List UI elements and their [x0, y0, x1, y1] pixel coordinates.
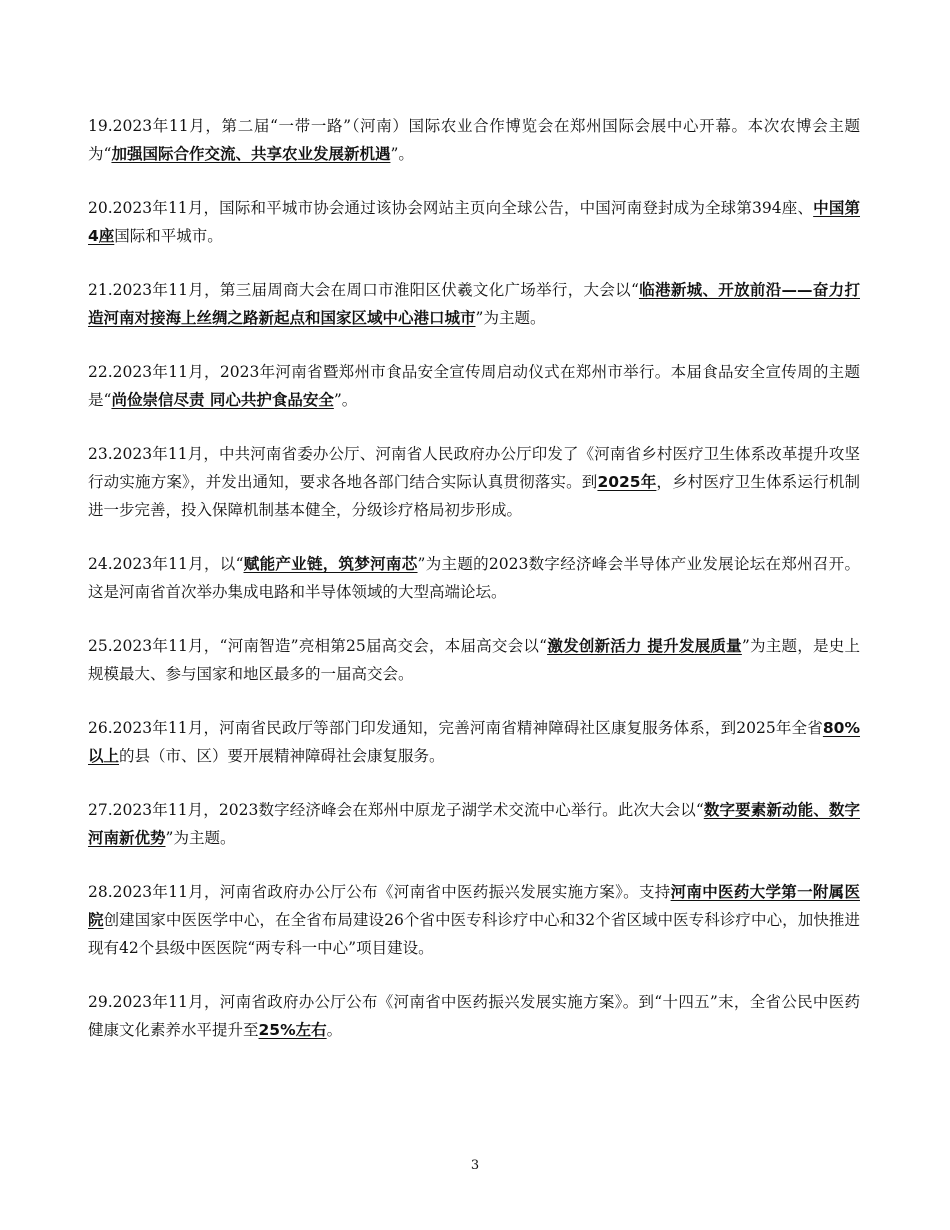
- news-item-list: [88, 112, 860, 1070]
- news-item-21: [88, 276, 860, 332]
- item-text: 22.2023年11月，2023年河南省暨郑州市食品安全宣传周启动仪式在郑州市举行。本届食品安全宣传周的主题是“: [88, 363, 860, 409]
- item-text: ”为主题的2023数字经济峰会半导体产业发展论坛在郑州召开。这是河南省首次举办集成电路和半导体领域的大型高端论坛。: [88, 555, 860, 601]
- page-number: 3: [470, 1158, 480, 1173]
- item-highlight: 25%左右: [258, 1021, 327, 1039]
- item-text: ”为主题，是史上规模最大、参与国家和地区最多的一届高交会。: [88, 637, 860, 683]
- news-item-27: [88, 796, 860, 852]
- item-text: 29.2023年11月，河南省政府办公厅公布《河南省中医药振兴发展实施方案》。到“十四五”末，全省公民中医药健康文化素养水平提升至: [88, 993, 860, 1039]
- news-item-22: [88, 358, 860, 414]
- item-text: 国际和平城市。: [114, 227, 223, 245]
- item-text: 19.2023年11月，第二届“一带一路”（河南）国际农业合作博览会在郑州国际会展中心开幕。本次农博会主题为“: [88, 117, 860, 163]
- news-item-25: [88, 632, 860, 688]
- item-highlight: 赋能产业链，筑梦河南芯: [243, 555, 418, 573]
- item-text: 23.2023年11月，中共河南省委办公厅、河南省人民政府办公厅印发了《河南省乡村医疗卫生体系改革提升攻坚行动实施方案》，并发出通知，要求各地各部门结合实际认真贯彻落实。到: [88, 445, 860, 491]
- item-text: ”为主题。: [475, 309, 546, 327]
- item-highlight: 加强国际合作交流、共享农业发展新机遇: [111, 145, 391, 163]
- item-highlight: 尚俭崇信尽责 同心共护食品安全: [111, 391, 334, 409]
- item-text: 24.2023年11月，以“: [88, 555, 244, 573]
- news-item-19: [88, 112, 860, 168]
- item-text: ，乡村医疗卫生体系运行机制进一步完善，投入保障机制基本健全，分级诊疗格局初步形成。: [88, 473, 860, 519]
- item-text: 创建国家中医医学中心，在全省布局建设26个省中医专科诊疗中心和32个省区域中医专科诊疗中心，加快推进现有42个县级中医医院“两专科一中心”项目建设。: [88, 911, 860, 957]
- item-text: ”为主题。: [165, 829, 236, 847]
- item-highlight: 2025年: [597, 473, 657, 491]
- item-text: 28.2023年11月，河南省政府办公厅公布《河南省中医药振兴发展实施方案》。支持: [88, 883, 671, 901]
- item-text: 26.2023年11月，河南省民政厅等部门印发通知，完善河南省精神障碍社区康复服务体系，到2025年全省: [88, 719, 823, 737]
- item-highlight: 河南中医药大学第一附属医院: [88, 883, 860, 929]
- item-text: ”。: [333, 391, 358, 409]
- news-item-26: [88, 714, 860, 770]
- item-text: 的县（市、区）要开展精神障碍社会康复服务。: [119, 747, 445, 765]
- news-item-20: [88, 194, 860, 250]
- news-item-29: [88, 988, 860, 1044]
- item-text: 27.2023年11月，2023数字经济峰会在郑州中原龙子湖学术交流中心举行。此次大会以“: [88, 801, 704, 819]
- news-item-28: [88, 878, 860, 962]
- item-highlight: 临港新城、开放前沿——奋力打造河南对接海上丝绸之路新起点和国家区域中心港口城市: [88, 281, 860, 327]
- item-text: 25.2023年11月，“河南智造”亮相第25届高交会，本届高交会以“: [88, 637, 548, 655]
- item-text: ”。: [390, 145, 414, 163]
- item-text: 20.2023年11月，国际和平城市协会通过该协会网站主页向全球公告，中国河南登封成为全球第394座、: [88, 199, 814, 217]
- item-highlight: 中国第4座: [88, 199, 860, 245]
- news-item-24: [88, 550, 860, 606]
- item-text: 。: [326, 1021, 343, 1039]
- item-highlight: 80%以上: [88, 719, 860, 765]
- item-text: 21.2023年11月，第三届周商大会在周口市淮阳区伏羲文化广场举行，大会以“: [88, 281, 639, 299]
- item-highlight: 激发创新活力 提升发展质量: [547, 637, 742, 655]
- item-highlight: 数字要素新动能、数字河南新优势: [88, 801, 860, 847]
- news-item-23: [88, 440, 860, 524]
